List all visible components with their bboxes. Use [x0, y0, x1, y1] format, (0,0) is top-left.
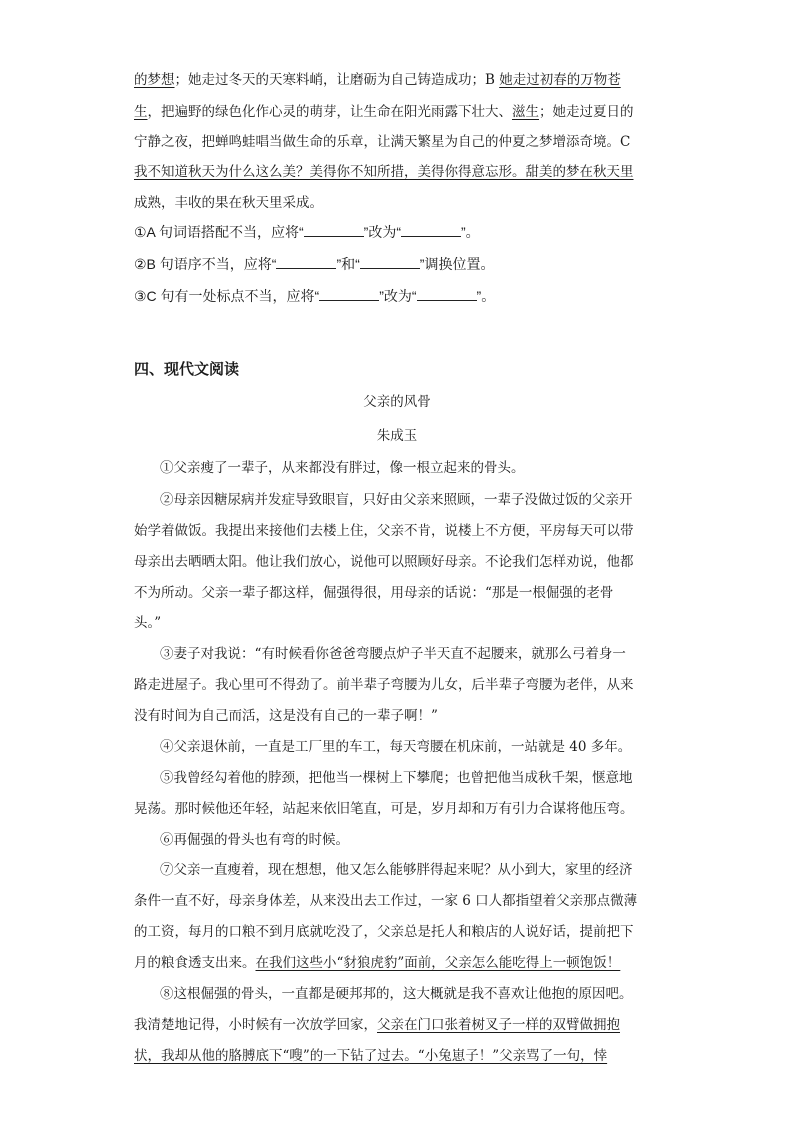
section-heading: 四、现代文阅读	[134, 360, 240, 378]
article-author: 朱成玉	[376, 428, 418, 444]
underlined-sentence: 父亲在门口张着树叉子一样的双臂做拥抱	[377, 1017, 620, 1033]
paragraph-7-line: 条件一直不好，母亲身体差，从来没出去工作过，一家 6 口人都指望着父亲那点微薄	[134, 893, 638, 909]
underlined-sentence: 在我们这些小“豺狼虎豹”面前，父亲怎么能吃得上一顿饱饭！	[255, 955, 621, 971]
paragraph-7-line	[134, 951, 620, 971]
passage-text: ；她走过夏日的	[539, 104, 634, 120]
question-text: ①A 句词语搭配不当，应将“	[134, 224, 304, 240]
question-text: ③C 句有一处标点不当，应将“	[134, 288, 320, 304]
question-text: ”改为“	[379, 288, 417, 304]
passage-text: 她走过初春的万物苍	[499, 72, 621, 88]
article-title: 父亲的风骨	[363, 394, 431, 410]
paragraph-2-line: ②母亲因糖尿病并发症导致眼盲，只好由父亲来照顾，一辈子没做过饭的父亲开	[160, 492, 633, 508]
question-text: ”改为“	[363, 224, 401, 240]
passage-text: ；她走过冬天的天寒料峭，让磨砺为自己铸造成功；B	[174, 72, 500, 88]
answer-blank[interactable]	[304, 224, 364, 237]
passage-line-5: 成熟，丰收的果在秋天里采成。	[134, 195, 323, 211]
passage-line-3: 宁静之夜，把蝉鸣蛙唱当做生命的乐章，让满天繁星为自己的仲夏之梦增添奇境。C	[134, 134, 631, 150]
paragraph-2-line: 不为所动。父亲一辈子都这样，倔强得很，用母亲的话说：“那是一根倔强的老骨	[134, 585, 614, 601]
paragraph-7-line: 的工资，每月的口粮不到月底就吃没了，父亲总是托人和粮店的人说好话，提前把下	[134, 924, 634, 940]
answer-blank[interactable]	[401, 224, 461, 237]
paragraph-3-line: 路走进屋子。我心里可不得劲了。前半辈子弯腰为儿女，后半辈子弯腰为老伴，从来	[134, 677, 634, 693]
paragraph-text: 月的粮食透支出来。	[134, 955, 256, 971]
passage-text: 生	[134, 104, 148, 120]
passage-line-2	[134, 100, 634, 120]
answer-blank[interactable]	[319, 288, 379, 301]
question-text: ②B 句语序不当，应将“	[134, 256, 277, 272]
answer-blank[interactable]	[276, 256, 336, 269]
passage-text: ，把遍野的绿色化作心灵的萌芽，让生命在阳光雨露下壮大、	[147, 104, 512, 120]
paragraph-3-line: ③妻子对我说：“有时候看你爸爸弯腰点炉子半天直不起腰来，就那么弓着身一	[160, 646, 626, 662]
paragraph-2-line: 始学着做饭。我提出来接他们去楼上住，父亲不肯，说楼上不方便，平房每天可以带	[134, 523, 634, 539]
passage-text: 的梦想	[134, 72, 175, 88]
passage-text: 滋生	[512, 104, 539, 120]
question-2	[134, 254, 494, 274]
paragraph-3-line: 没有时间为自己而活，这是没有自己的一辈子啊！”	[134, 708, 438, 724]
paragraph-2-line: 头。”	[134, 615, 162, 631]
paragraph-5-line: ⑤我曾经勾着他的脖颈，把他当一棵树上下攀爬；也曾把他当成秋千架，惬意地	[160, 770, 633, 786]
passage-line-1	[134, 68, 621, 88]
paragraph-8-line	[134, 1013, 620, 1033]
paragraph-8-line: ⑧这根倔强的骨头，一直都是硬邦邦的，这大概就是我不喜欢让他抱的原因吧。	[160, 986, 633, 1002]
paragraph-text: 我清楚地记得，小时候有一次放学回家，	[134, 1017, 377, 1033]
paragraph-8-line: 状，我却从他的胳膊底下“嗖”的一下钻了过去。“小兔崽子！”父亲骂了一句，悻	[134, 1048, 608, 1064]
passage-line-4: 我不知道秋天为什么这么美？美得你不知所措，美得你得意忘形。甜美的梦在秋天里	[134, 164, 634, 180]
question-text: ”。	[461, 224, 480, 240]
paragraph-7-line: ⑦父亲一直瘦着，现在想想，他又怎么能够胖得起来呢？从小到大，家里的经济	[160, 862, 633, 878]
paragraph-5-line: 晃荡。那时候他还年轻，站起来依旧笔直，可是，岁月却和万有引力合谋将他压弯。	[134, 801, 634, 817]
paragraph-6: ⑥再倔强的骨头也有弯的时候。	[160, 832, 349, 848]
paragraph-1: ①父亲瘦了一辈子，从来都没有胖过，像一根立起来的骨头。	[160, 460, 525, 476]
question-3	[134, 286, 495, 306]
question-text: ”和“	[336, 256, 360, 272]
question-1	[134, 222, 480, 242]
question-text: ”调换位置。	[419, 256, 495, 272]
paragraph-2-line: 母亲出去晒晒太阳。他让我们放心，说他可以照顾好母亲。不论我们怎样劝说，他都	[134, 554, 634, 570]
answer-blank[interactable]	[417, 288, 477, 301]
answer-blank[interactable]	[360, 256, 420, 269]
paragraph-4: ④父亲退休前，一直是工厂里的车工，每天弯腰在机床前，一站就是 40 多年。	[160, 739, 632, 755]
question-text: ”。	[476, 288, 496, 304]
